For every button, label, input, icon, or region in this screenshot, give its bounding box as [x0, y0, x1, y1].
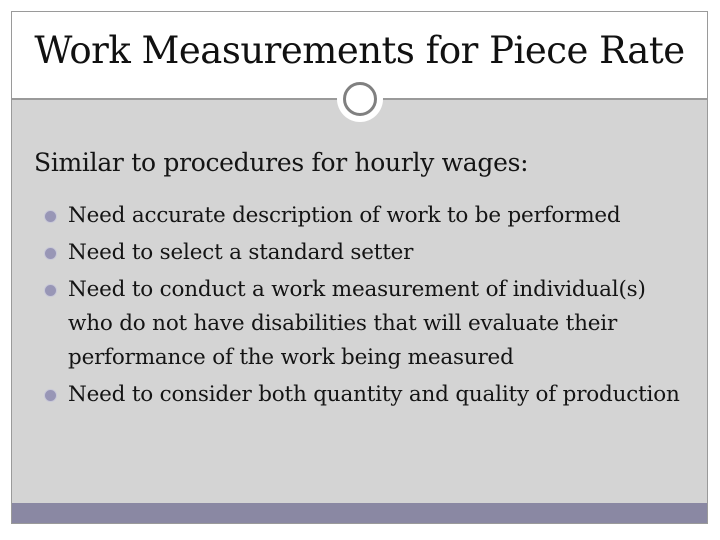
bullet-dot-icon: [44, 284, 57, 297]
circle-ring: [343, 82, 377, 116]
bullet-dot-icon: [44, 389, 57, 402]
bullet-item: [44, 273, 694, 375]
bullet-text: Need to conduct a work measurement of individual(s) who do not have disabilities that will evaluate their performance of the work being measured: [68, 277, 646, 370]
bullet-item: [44, 378, 694, 412]
bullet-text: Need to select a standard setter: [68, 240, 414, 265]
bullet-item: [44, 199, 694, 233]
circle-ornament-icon: [337, 76, 383, 122]
lead-text: Similar to procedures for hourly wages:: [34, 148, 529, 177]
slide-title: Work Measurements for Piece Rate: [34, 28, 685, 72]
footer-bar: [12, 503, 707, 523]
bullet-list: [44, 199, 694, 415]
bullet-text: Need accurate description of work to be performed: [68, 203, 621, 228]
bullet-dot-icon: [44, 247, 57, 260]
bullet-dot-icon: [44, 210, 57, 223]
bullet-item: [44, 236, 694, 270]
bullet-text: Need to consider both quantity and quality of production: [68, 382, 680, 407]
